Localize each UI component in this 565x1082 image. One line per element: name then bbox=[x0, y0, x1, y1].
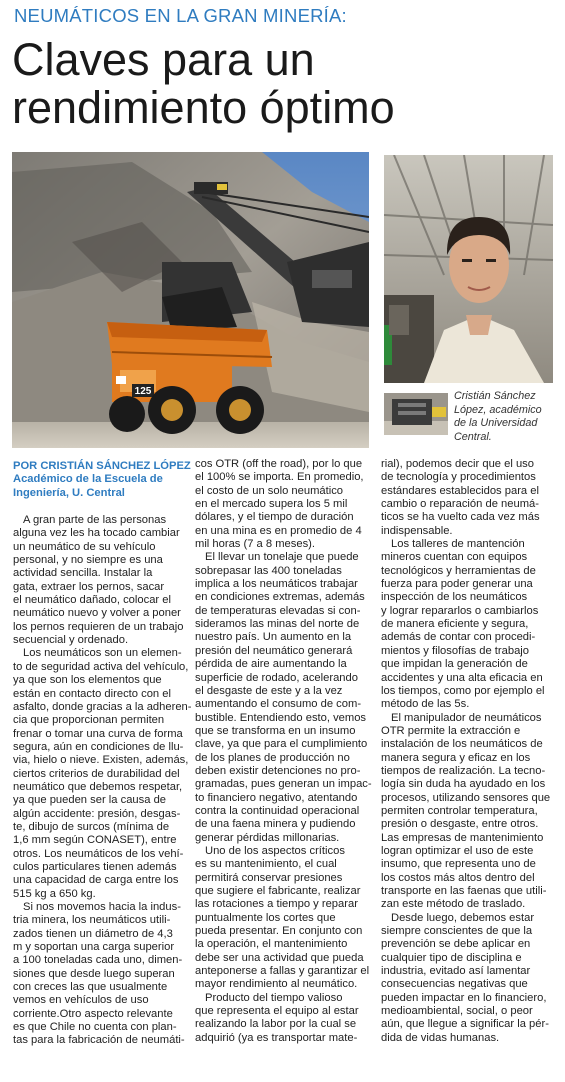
body-line: el neumático dañado, colocar el bbox=[13, 594, 171, 607]
body-line: debe ser una actividad que pueda bbox=[195, 951, 364, 964]
body-line: de una faena minera y pudiendo bbox=[195, 818, 356, 831]
body-line: inspección de los neumáticos bbox=[381, 591, 528, 604]
body-line: contra la continuidad operacional bbox=[195, 804, 360, 817]
body-line: pueda presentar. En conjunto con bbox=[195, 925, 363, 938]
body-line: A gran parte de las personas bbox=[23, 514, 167, 527]
body-line: neumático nuevo y volver a poner bbox=[13, 607, 181, 620]
body-line: segura, aún en condiciones de llu- bbox=[13, 740, 184, 753]
body-line: insumo, que representa uno de bbox=[381, 858, 536, 871]
body-line: rial), podemos decir que el uso bbox=[381, 458, 534, 470]
body-line: realizando la labor por la cual se bbox=[195, 1018, 357, 1031]
body-line: la operación, el mantenimiento bbox=[195, 938, 348, 951]
caption-line: de la Universidad bbox=[454, 417, 538, 429]
article-column-2 bbox=[195, 458, 372, 1045]
body-line: en el mercado supera los 5 mil bbox=[195, 498, 348, 511]
body-line: instalación de los neumáticos de bbox=[381, 738, 543, 751]
body-line: to de seguridad activa del vehículo, bbox=[13, 660, 189, 673]
body-line: vemos en vehículos de uso bbox=[13, 994, 149, 1007]
body-line: de tecnología y procedimientos bbox=[381, 471, 536, 484]
body-line: dólares, y el tiempo de duración bbox=[195, 511, 354, 524]
body-line: logía sin duda ha ayudado en los bbox=[381, 778, 546, 791]
body-line: deben existir detenciones no pro- bbox=[195, 764, 361, 777]
byline: POR CRISTIÁN SÁNCHEZ LÓPEZ bbox=[13, 460, 191, 472]
body-line: bustible. Entendiendo esto, vemos bbox=[195, 711, 367, 724]
body-line: actividad sencilla. Instalar la bbox=[13, 567, 153, 580]
body-line: Los talleres de mantención bbox=[391, 538, 525, 551]
body-line: via, hielo o nieve. Existen, además, bbox=[13, 754, 189, 767]
body-line: El manipulador de neumáticos bbox=[391, 711, 542, 724]
caption-line: Cristián Sánchez bbox=[454, 390, 536, 402]
body-line: indispensable. bbox=[381, 524, 453, 537]
body-line: es que Chile no cuenta con plan- bbox=[13, 1021, 177, 1034]
body-line: culos particulares tienen además bbox=[13, 860, 177, 873]
body-line: en una mina es en promedio de 4 bbox=[195, 524, 362, 537]
body-line: alguna vez les ha tocado cambiar bbox=[13, 527, 180, 540]
body-line: tria minera, los neumáticos utili- bbox=[13, 914, 171, 927]
body-line: secuencial y ordenado. bbox=[13, 634, 129, 647]
body-line: zados tienen un diámetro de 4,3 bbox=[13, 927, 173, 940]
body-line: de manera eficiente y segura, bbox=[381, 618, 529, 631]
body-line: en condiciones extremas, además bbox=[195, 591, 365, 604]
body-line: 1,6 mm según CONASET), entre bbox=[13, 834, 177, 847]
body-line: puntualmente los cortes que bbox=[195, 911, 336, 924]
body-line: los tiempos, como por ejemplo el bbox=[381, 684, 545, 697]
body-line: personal, y no siempre es una bbox=[13, 554, 163, 567]
body-line: corriente.Otro aspecto relevante bbox=[13, 1007, 173, 1020]
body-line: presión o desgaste, entre otros. bbox=[381, 818, 539, 831]
body-line: Producto del tiempo valioso bbox=[205, 991, 343, 1004]
body-line: te, dibujo de surcos (mínima de bbox=[13, 820, 170, 833]
body-line: algún accidente: presión, desgas- bbox=[13, 807, 181, 820]
body-line: los costos más altos dentro del bbox=[381, 871, 535, 884]
body-line: que se transforma en un insumo bbox=[195, 724, 356, 737]
body-line: permiten controlar temperatura, bbox=[381, 804, 538, 817]
body-line: tiempos de realización. La tecno- bbox=[381, 764, 546, 777]
body-line: ya que pueden ser la causa de bbox=[13, 794, 167, 807]
article-kicker: NEUMÁTICOS EN LA GRAN MINERÍA: bbox=[14, 5, 347, 26]
body-line: método de las 5s. bbox=[381, 698, 470, 711]
body-line: generar pérdidas millonarias. bbox=[195, 831, 340, 844]
body-line: a 100 toneladas cada uno, dimen- bbox=[13, 954, 183, 967]
body-line: aumentando el consumo de com- bbox=[195, 698, 362, 711]
body-line: adquirió (ya es transportar mate- bbox=[195, 1031, 358, 1044]
caption-line: López, académico bbox=[454, 403, 542, 416]
body-line: consecuencias negativas que bbox=[381, 978, 528, 991]
body-line: con creces las que usualmente bbox=[13, 981, 168, 994]
body-line: neumático que debemos respetar, bbox=[13, 780, 183, 793]
body-line: superficie de rodado, acelerando bbox=[195, 671, 358, 684]
body-line: zan este método de traslado. bbox=[381, 898, 526, 911]
body-line: siempre conscientes de que la bbox=[381, 925, 533, 938]
article-headline bbox=[12, 36, 395, 132]
body-line: transporte en las faenas que utili- bbox=[381, 885, 547, 897]
body-line: Desde luego, debemos estar bbox=[391, 911, 535, 924]
body-line: tas para la fabricación de neumáti- bbox=[13, 1034, 185, 1047]
body-line: de los planes de producción no bbox=[195, 751, 350, 764]
body-line: gramadas, pues generan un impac- bbox=[195, 778, 372, 791]
body-line: cualquier tipo de disciplina e bbox=[381, 951, 522, 964]
body-line: ticos se ha vuelto cada vez más bbox=[381, 511, 540, 524]
body-line: prevención se debe aplicar en bbox=[381, 938, 531, 951]
body-line: tecnológicos y herramientas de bbox=[381, 564, 536, 577]
body-line: pueden impactar en lo financiero, bbox=[381, 991, 547, 1004]
body-line: una capacidad de carga entre los bbox=[13, 874, 179, 887]
body-line: gata, extraer los pernos, sacar bbox=[13, 580, 165, 593]
author-portrait-photo bbox=[384, 155, 553, 383]
body-line: el 100% se importa. En promedio, bbox=[195, 471, 364, 484]
author-affiliation: Ingeniería, U. Central bbox=[13, 486, 125, 499]
body-line: los pernos requieren de un trabajo bbox=[13, 620, 184, 633]
body-line: el desgaste de este y a la vez bbox=[195, 684, 343, 697]
body-line: sideramos las minas del norte de bbox=[195, 618, 360, 631]
photo-caption bbox=[454, 390, 564, 444]
headline-line-2: rendimiento óptimo bbox=[12, 82, 395, 133]
body-line: OTR permite la extracción e bbox=[381, 724, 521, 737]
caption-line: Central. bbox=[454, 430, 492, 443]
body-line: que sugiere el fabricante, realizar bbox=[195, 885, 361, 897]
body-line: cambio o reparación de neumá- bbox=[381, 498, 539, 511]
body-line: un neumático de su vehículo bbox=[13, 540, 156, 553]
body-line: fuerza para poder generar una bbox=[381, 578, 533, 591]
body-line: mil horas (7 a 8 meses). bbox=[195, 538, 315, 551]
body-line: 515 kg a 650 kg. bbox=[13, 887, 96, 900]
body-line: to financiero negativo, atentando bbox=[195, 791, 358, 804]
body-line: Las empresas de mantenimiento bbox=[381, 831, 544, 844]
body-line: el costo de un solo neumático bbox=[195, 484, 344, 497]
article-column-1 bbox=[13, 460, 192, 1048]
author-affiliation: Académico de la Escuela de bbox=[13, 473, 163, 486]
body-line: dida de vidas humanas. bbox=[381, 1031, 500, 1044]
equipment-thumbnail bbox=[384, 393, 448, 435]
body-line: están en contacto directo con el bbox=[13, 687, 171, 700]
body-line: las rotaciones a tiempo y reparar bbox=[195, 898, 358, 911]
body-line: presión del neumático generará bbox=[195, 644, 353, 657]
article-column-3 bbox=[381, 458, 556, 1045]
body-line: El llevar un tonelaje que puede bbox=[205, 551, 359, 564]
body-line: anteponerse a fallas y garantizar el bbox=[195, 965, 370, 978]
body-line: además de contar con procedi- bbox=[381, 631, 536, 644]
body-line: implica a los neumáticos trabajar bbox=[195, 578, 358, 591]
body-line: estándares establecidos para el bbox=[381, 484, 539, 497]
body-line: que impidan la generación de bbox=[381, 658, 528, 671]
body-line: Si nos movemos hacia la indus- bbox=[23, 901, 181, 913]
body-line: permitirá conservar presiones bbox=[195, 871, 343, 884]
body-line: ciertos criterios de durabilidad del bbox=[13, 767, 180, 780]
body-line: procesos, utilizando sensores que bbox=[381, 791, 551, 804]
body-line: siones que desde luego superan bbox=[13, 967, 175, 980]
body-line: Uno de los aspectos críticos bbox=[205, 844, 345, 857]
body-line: es su mantenimiento, el cual bbox=[195, 858, 337, 871]
body-line: cos OTR (off the road), por lo que bbox=[195, 458, 363, 470]
body-line: mineros cuentan con equipos bbox=[381, 551, 528, 564]
body-line: cia que proporcionan permiten bbox=[13, 714, 165, 727]
body-line: medioambiental, social, o peor bbox=[381, 1005, 533, 1018]
body-line: nuestro país. Un aumento en la bbox=[195, 631, 352, 644]
body-line: clave, ya que para el cumplimiento bbox=[195, 738, 368, 751]
headline-line-1: Claves para un bbox=[12, 34, 315, 85]
body-line: industria, evitado así lamentar bbox=[381, 965, 531, 978]
body-line: mientos y filosofías de trabajo bbox=[381, 644, 529, 657]
body-line: de temperaturas elevadas si con- bbox=[195, 604, 361, 617]
body-line: otros. Los neumáticos de los vehí- bbox=[13, 847, 184, 860]
body-line: y lograr repararlos o cambiarlos bbox=[381, 604, 539, 617]
body-line: frenar o tomar una curva de forma bbox=[13, 727, 183, 740]
body-line: m y soportan una carga superior bbox=[13, 941, 175, 954]
body-line: accidentes y una alta eficacia en bbox=[381, 671, 543, 684]
body-line: asfalto, donde gracias a la adheren- bbox=[13, 700, 192, 713]
body-line: manera segura y eficaz en los bbox=[381, 751, 531, 764]
body-line: mayor rendimiento al neumático. bbox=[195, 978, 358, 991]
body-line: pérdida de aire aumentando la bbox=[195, 658, 347, 671]
body-line: ya que son los elementos que bbox=[13, 674, 162, 687]
body-line: aún, que llegue a significar la pér- bbox=[381, 1018, 549, 1031]
body-line: que representa el equipo al estar bbox=[195, 1005, 359, 1018]
body-line: Los neumáticos son un elemen- bbox=[23, 647, 182, 660]
body-line: sobrepasar las 400 toneladas bbox=[195, 564, 342, 577]
body-line: logran optimizar el uso de este bbox=[381, 844, 534, 857]
mining-truck-photo bbox=[12, 152, 369, 448]
truck-number: 125 bbox=[134, 386, 152, 397]
